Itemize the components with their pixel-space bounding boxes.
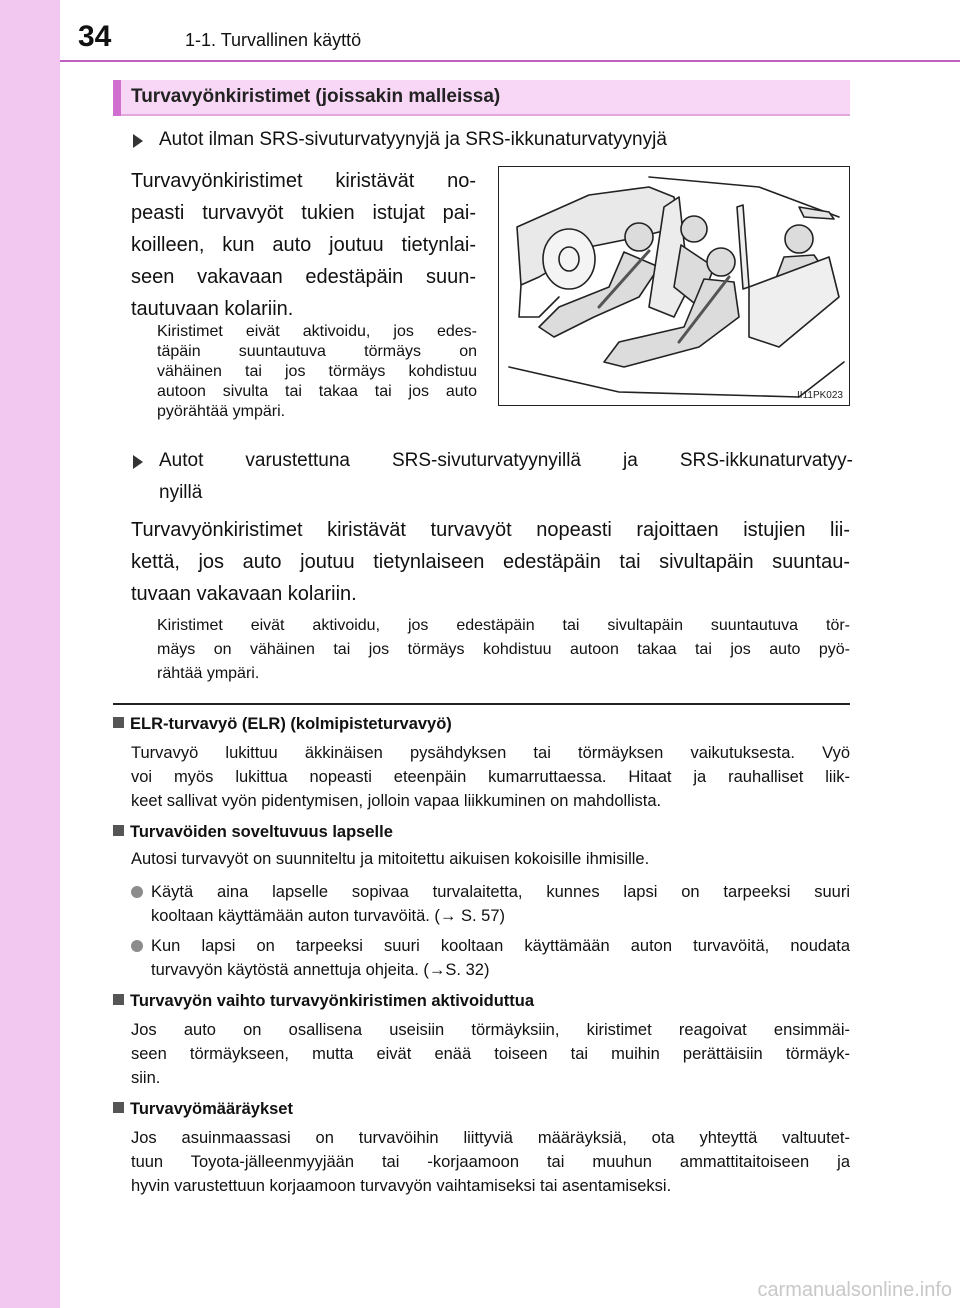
elr-line: voi myös lukittua nopeasti eteenpäin kumarruttaessa. Hitaat ja rauhalliset liik-: [131, 768, 850, 786]
block2-heading: [133, 445, 853, 509]
block1-note-line: täpäin suuntautuva törmäys on: [157, 343, 477, 360]
chapter-title: 1-1. Turvallinen käyttö: [185, 30, 362, 50]
block1-heading: [133, 124, 853, 156]
elr-line: keet sallivat vyön pidentymisen, jolloin vapaa liikkuminen on mahdollista.: [131, 792, 662, 810]
square-bullet-icon: [113, 1102, 124, 1113]
children-bullet-1: [131, 880, 850, 928]
elr-title: ELR-turvavyö (ELR) (kolmipisteturvavyö): [130, 715, 452, 733]
block2-body-line: kettä, jos auto joutuu tietynlaiseen edestäpäin tai sivultapäin suuntau-: [131, 551, 850, 573]
car-interior-icon: [499, 167, 848, 404]
block1-body: [131, 165, 476, 325]
elr-line: Turvavyö lukittuu äkkinäisen pysähdyksen tai törmäyksen vaikutuksesta. Vyö: [131, 744, 850, 762]
section-title: Turvavyönkiristimet (joissakin malleissa): [131, 86, 501, 107]
watermark: carmanualsonline.info: [757, 1279, 952, 1301]
round-bullet-icon: [131, 940, 143, 952]
section-divider: [113, 703, 850, 705]
elr-paragraph: [131, 741, 850, 813]
block2-heading-line: Autot varustettuna SRS-sivuturvatyynyillä ja SRS-ikkunaturvatyy-: [159, 450, 853, 471]
children-bullet-2-text: [151, 934, 850, 982]
regulations-line: hyvin varustettuun korjaamoon turvavyön vaihtamiseksi tai asentamiseksi.: [131, 1177, 672, 1195]
square-bullet-icon: [113, 717, 124, 728]
replacement-paragraph: [131, 1018, 850, 1090]
replacement-line: seen törmäykseen, mutta eivät enää toiseen tai muihin perättäisiin törmäyk-: [131, 1045, 850, 1063]
block1-body-line: koilleen, kun auto joutuu tietynlai-: [131, 234, 476, 256]
seatbelt-illustration: [498, 166, 850, 406]
regulations-title: Turvavyömääräykset: [130, 1100, 293, 1118]
regulations-paragraph: [131, 1126, 850, 1198]
block2-note-line: Kiristimet eivät aktivoidu, jos edestäpäin tai sivultapäin suuntautuva tör-: [157, 617, 850, 634]
replacement-heading: [113, 990, 534, 1012]
block1-note-line: vähäinen tai jos törmäys kohdistuu: [157, 363, 477, 380]
children-title: Turvavöiden soveltuvuus lapselle: [130, 823, 393, 841]
figure-code: II11PK023: [797, 390, 843, 401]
regulations-line: Jos asuinmaassasi on turvavöihin liittyviä määräyksiä, ota yhteyttä valtuutet-: [131, 1129, 850, 1147]
children-bullet-1-line: kooltaan käyttämään auton turvavöitä. (→ S. 57): [151, 907, 506, 925]
triangle-bullet-icon: [133, 455, 143, 469]
block1-body-line: Turvavyönkiristimet kiristävät no-: [131, 170, 476, 192]
elr-heading: [113, 713, 452, 735]
section-accent-bar: [113, 80, 121, 116]
block1-note-line: pyörähtää ympäri.: [157, 403, 286, 420]
block1-body-line: tautuvaan kolariin.: [131, 298, 294, 320]
block2-body: [131, 514, 850, 610]
square-bullet-icon: [113, 825, 124, 836]
block2-note-line: rähtää ympäri.: [157, 665, 260, 682]
regulations-line: tuun Toyota-jälleenmyyjään tai -korjaamoon tai muuhun ammattitaitoiseen ja: [131, 1153, 850, 1171]
round-bullet-icon: [131, 886, 143, 898]
replacement-line: Jos auto on osallisena useisiin törmäyksiin, kiristimet reagoivat ensimmäi-: [131, 1021, 850, 1039]
block1-note: [157, 322, 477, 422]
header-rule: [60, 60, 960, 62]
block1-note-line: Kiristimet eivät aktivoidu, jos edes-: [157, 323, 477, 340]
square-bullet-icon: [113, 994, 124, 1005]
left-margin-band: [0, 0, 60, 1308]
block1-body-line: seen vakavaan edestäpäin suun-: [131, 266, 476, 288]
block2-note: [157, 614, 850, 686]
section-header: [113, 80, 850, 116]
triangle-bullet-icon: [133, 134, 143, 148]
children-bullet-1-line: Käytä aina lapselle sopivaa turvalaitetta, kunnes lapsi on tarpeeksi suuri: [151, 883, 850, 901]
block2-body-line: Turvavyönkiristimet kiristävät turvavyöt nopeasti rajoittaen istujien lii-: [131, 519, 850, 541]
page-number: 34: [78, 20, 112, 53]
children-bullet-2: [131, 934, 850, 982]
block2-heading-text: [159, 445, 853, 509]
block1-body-line: peasti turvavyöt tukien istujat pai-: [131, 202, 476, 224]
children-bullet-1-text: [151, 880, 850, 928]
children-bullet-2-line: turvavyön käytöstä annettuja ohjeita. (→S. 32): [151, 961, 490, 979]
regulations-heading: [113, 1098, 293, 1120]
block2-note-line: mäys on vähäinen tai jos törmäys kohdistuu autoon takaa tai jos auto pyö-: [157, 641, 850, 658]
block1-heading-text: Autot ilman SRS-sivuturvatyynyjä ja SRS-ikkunaturvatyynyjä: [159, 129, 667, 150]
replacement-line: siin.: [131, 1069, 161, 1087]
children-heading: [113, 821, 393, 843]
replacement-title: Turvavyön vaihto turvavyönkiristimen aktivoiduttua: [130, 992, 535, 1010]
block2-body-line: tuvaan vakavaan kolariin.: [131, 583, 357, 605]
children-bullet-2-line: Kun lapsi on tarpeeksi suuri kooltaan käyttämään auton turvavöitä, noudata: [151, 937, 850, 955]
children-intro: Autosi turvavyöt on suunniteltu ja mitoitettu aikuisen kokoisille ihmisille.: [131, 850, 650, 868]
block1-note-line: autoon sivulta tai takaa tai jos auto: [157, 383, 477, 400]
block2-heading-line: nyillä: [159, 482, 203, 503]
